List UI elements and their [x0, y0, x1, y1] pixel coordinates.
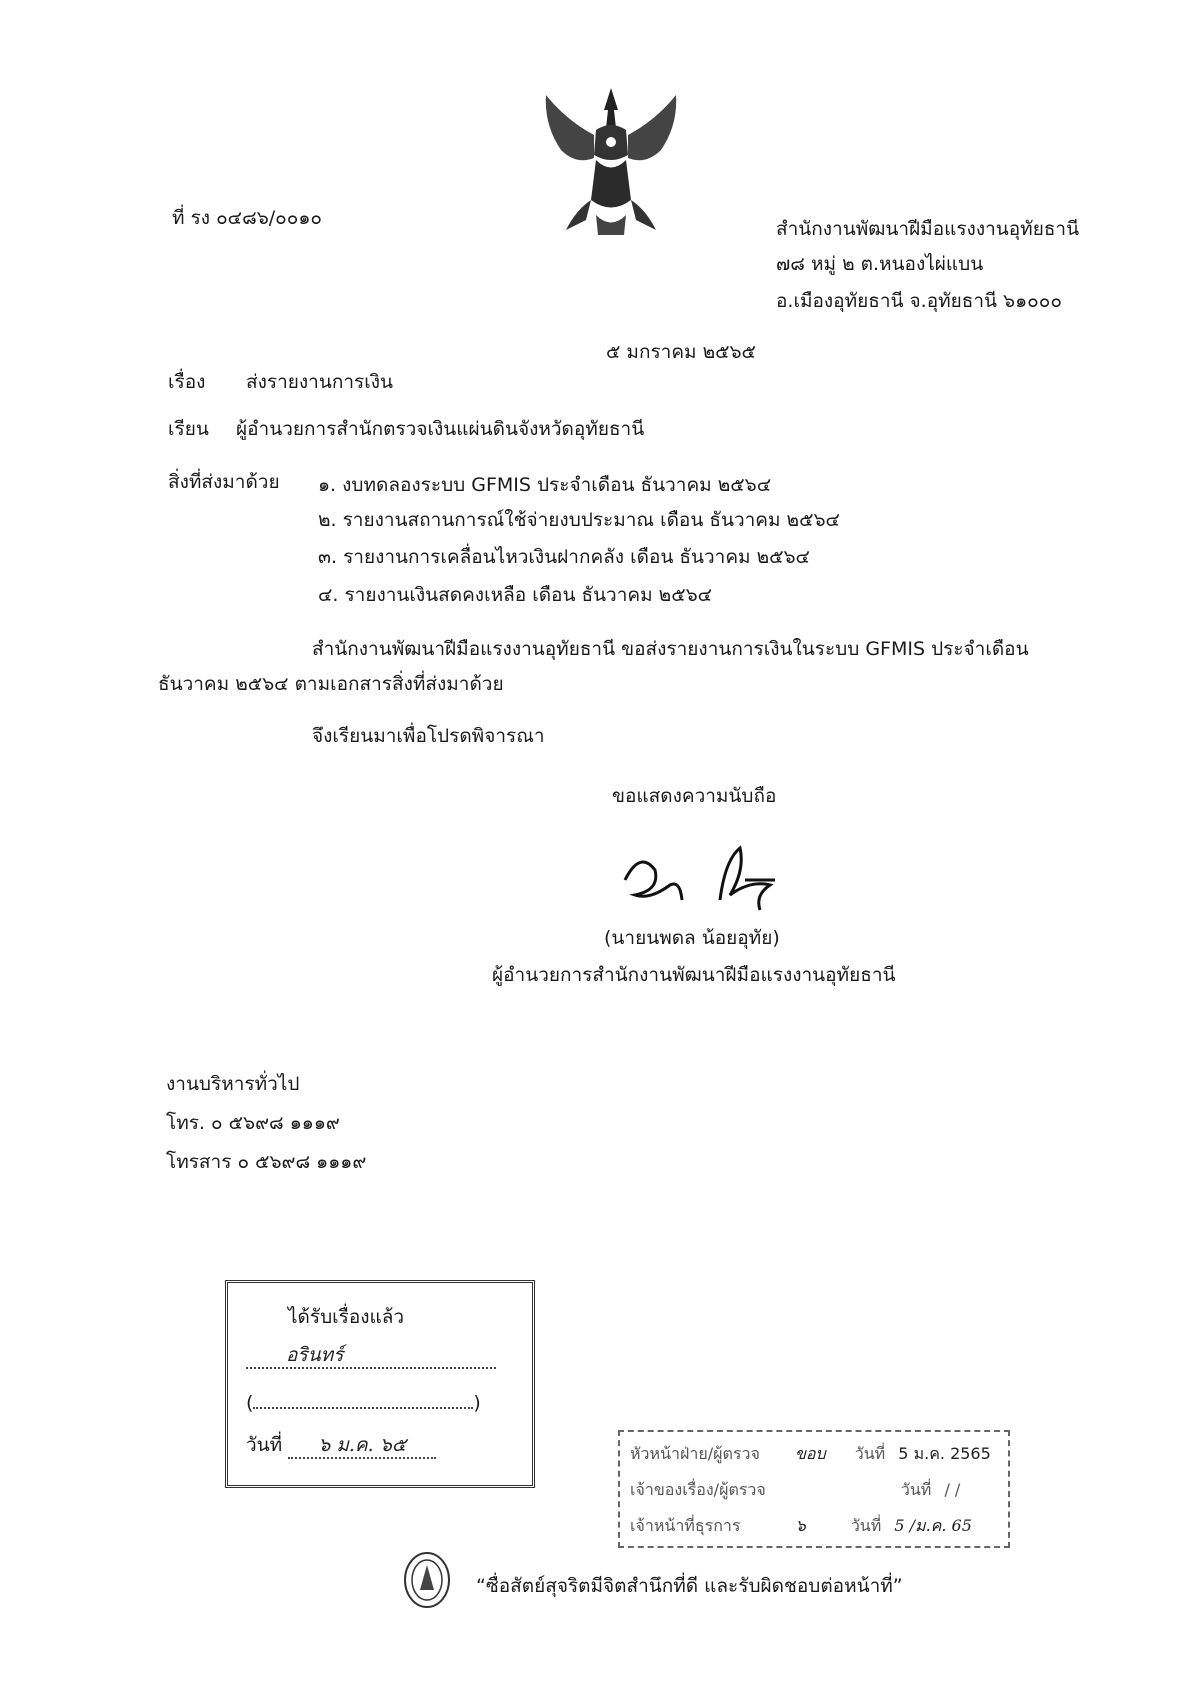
recipient-text: ผู้อำนวยการสำนักตรวจเงินแผ่นดินจังหวัดอุทัยธานี: [236, 418, 645, 440]
enclosure-item: ๑. งบทดลองระบบ GFMIS ประจำเดือน ธันวาคม ๒๕๖๔: [318, 474, 772, 496]
signer-name: (นายนพดล น้อยอุทัย): [604, 927, 780, 949]
sender-address-line-3: อ.เมืองอุทัยธานี จ.อุทัยธานี ๖๑๐๐๐: [776, 290, 1062, 312]
sender-address-line-1: สำนักงานพัฒนาฝีมือแรงงานอุทัยธานี: [776, 218, 1080, 240]
routing-stamp: [618, 1430, 1010, 1548]
garuda-emblem: [536, 80, 686, 240]
paren-open: (: [246, 1392, 254, 1414]
enclosure-item: ๒. รายงานสถานการณ์ใช้จ่ายงบประมาณ เดือน ธันวาคม ๒๕๖๔: [318, 509, 840, 531]
received-paren-line: [246, 1391, 481, 1415]
body-paragraph-line-2: ธันวาคม ๒๕๖๔ ตามเอกสารสิ่งที่ส่งมาด้วย: [158, 673, 504, 695]
routing-row-2-label: เจ้าของเรื่อง/ผู้ตรวจ: [630, 1480, 766, 1499]
phone-number: โทร. ๐ ๕๖๙๘ ๑๑๑๙: [166, 1112, 340, 1134]
received-stamp-title: ได้รับเรื่องแล้ว: [288, 1306, 405, 1328]
routing-row-3-label: เจ้าหน้าที่ธุรการ: [630, 1516, 741, 1535]
routing-row-1-date-label: วันที่: [854, 1444, 886, 1463]
received-date-label: วันที่: [246, 1434, 283, 1456]
letter-date: ๕ มกราคม ๒๕๖๕: [606, 341, 756, 363]
routing-row-2: [630, 1478, 960, 1503]
signer-title: ผู้อำนวยการสำนักงานพัฒนาฝีมือแรงงานอุทัยธานี: [492, 964, 896, 986]
received-by-line: [246, 1343, 496, 1371]
sender-address-line-2: ๗๘ หมู่ ๒ ต.หนองไผ่แบน: [776, 253, 984, 275]
routing-row-3: [630, 1514, 972, 1539]
subject-label: เรื่อง: [168, 371, 206, 393]
received-date-line: [246, 1433, 436, 1459]
enclosures-label: สิ่งที่ส่งมาด้วย: [168, 471, 280, 493]
reference-number: ที่ รง ๐๔๘๖/๐๐๑๐: [172, 207, 323, 229]
routing-row-2-date-label: วันที่: [900, 1480, 932, 1499]
routing-row-3-date: 5 /ม.ค. 65: [894, 1516, 972, 1535]
body-paragraph-line-1: สำนักงานพัฒนาฝีมือแรงงานอุทัยธานี ขอส่งรายงานการเงินในระบบ GFMIS ประจำเดือน: [312, 638, 1029, 660]
closing-request: จึงเรียนมาเพื่อโปรดพิจารณา: [312, 725, 545, 747]
routing-row-3-mark: ๖: [795, 1516, 806, 1535]
subject-text: ส่งรายงานการเงิน: [246, 371, 393, 393]
signature: [610, 840, 800, 920]
routing-row-1-label: หัวหน้าฝ่าย/ผู้ตรวจ: [630, 1444, 760, 1463]
recipient-label: เรียน: [168, 418, 209, 440]
paren-close: ): [473, 1392, 481, 1414]
routing-row-1: [630, 1442, 991, 1467]
received-by-name: อรินทร์: [246, 1343, 496, 1369]
department-seal-icon: [402, 1550, 452, 1610]
received-date-value: ๖ ม.ค. ๖๕: [288, 1433, 436, 1459]
paren-blank: [253, 1391, 473, 1409]
routing-row-1-date: 5 ม.ค. 2565: [898, 1444, 991, 1463]
routing-row-3-date-label: วันที่: [850, 1516, 882, 1535]
enclosure-item: ๓. รายงานการเคลื่อนไหวเงินฝากคลัง เดือน ธันวาคม ๒๕๖๔: [318, 546, 810, 568]
routing-row-1-mark: ขอบ: [794, 1444, 826, 1463]
routing-row-2-date: / /: [944, 1480, 961, 1499]
enclosure-item: ๔. รายงานเงินสดคงเหลือ เดือน ธันวาคม ๒๕๖๔: [318, 584, 713, 606]
received-stamp: [225, 1280, 535, 1488]
organization-motto: “ซื่อสัตย์สุจริตมีจิตสำนึกที่ดี และรับผิดชอบต่อหน้าที่”: [476, 1575, 903, 1597]
complimentary-close: ขอแสดงความนับถือ: [612, 785, 777, 807]
department-name: งานบริหารทั่วไป: [166, 1073, 300, 1095]
fax-number: โทรสาร ๐ ๕๖๙๘ ๑๑๑๙: [166, 1151, 367, 1173]
